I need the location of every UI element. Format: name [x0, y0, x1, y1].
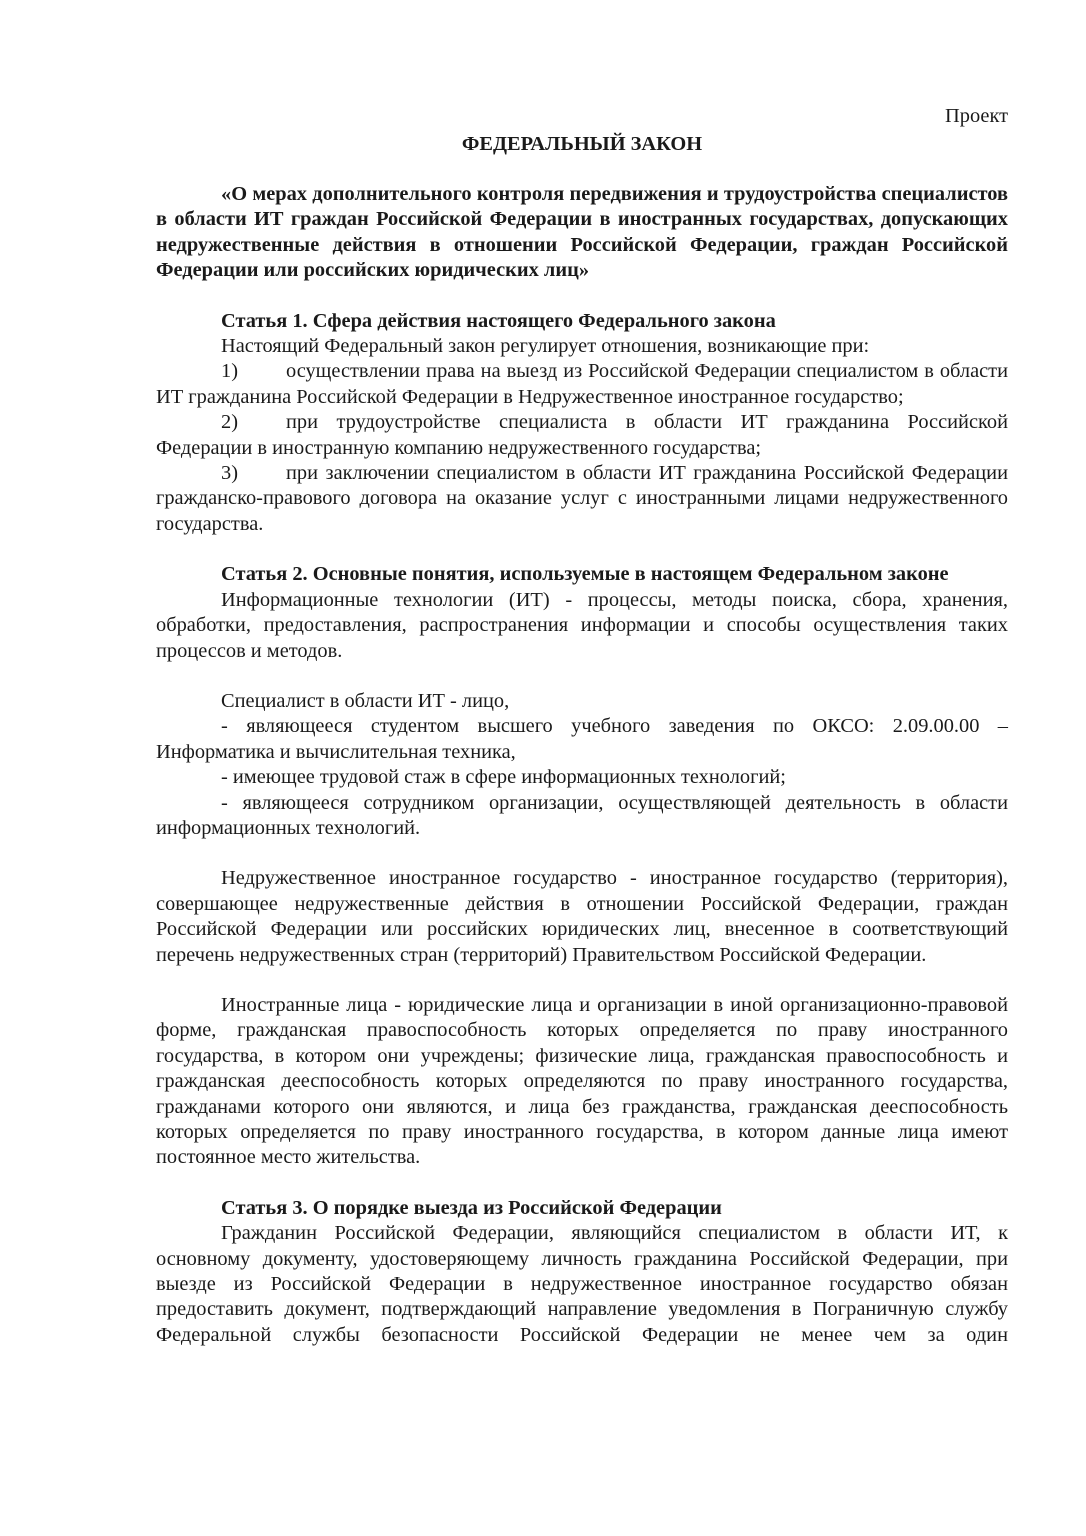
article-2-title: Статья 2. Основные понятия, используемые в настоящем Федеральном законе: [221, 563, 949, 586]
article-2: [156, 562, 1008, 1171]
law-title: «О мерах дополнительного контроля передвижения и трудоустройства специалистов в области ИТ граждан Российской Федерации в иностранных государствах, допускающих недружественные действия в отношении Российской Федерации, граждан Российской Федерации или российских юридических лиц»: [156, 183, 1008, 282]
document-body: [156, 104, 1008, 1348]
specialist-intro: Специалист в области ИТ - лицо,: [221, 689, 510, 712]
article-3: [156, 1196, 1008, 1348]
specialist-criterion: - являющееся студентом высшего учебного заведения по ОКСО: 2.09.00.00 – Информатика и вычислительная техника,: [156, 715, 1008, 763]
article-1-item: [156, 359, 1008, 410]
spacer: [156, 841, 1008, 866]
spacer: [156, 968, 1008, 993]
article-1-intro: Настоящий Федеральный закон регулирует отношения, возникающие при:: [221, 335, 870, 358]
article-1-item: [156, 410, 1008, 461]
definition-foreign-persons: Иностранные лица - юридические лица и организации в иной организационно-правовой форме, гражданская правоспособность которых определяется по праву иностранного государства, в котором они учреждены; физические лица, гражданская правоспособность и гражданская дееспособность которых определяются по праву иностранного государства, гражданами которого они являются, и лица без гражданства, гражданская дееспособность которых определяется по праву иностранного государства, в котором данные лица имеют постоянное место жительства.: [156, 993, 1008, 1169]
definition-unfriendly-state: Недружественное иностранное государство - иностранное государство (территория), совершающее недружественные действия в отношении Российской Федерации, граждан Российской Федерации или российских юридических лиц, внесенное в соответствующий перечень недружественных стран (территорий) Правительством Российской Федерации.: [156, 867, 1008, 966]
list-item-text: при трудоустройстве специалиста в области ИТ гражданина Российской Федерации в иностранную компанию недружественного государства;: [156, 411, 1008, 459]
specialist-criterion: - имеющее трудовой стаж в сфере информационных технологий;: [221, 766, 786, 789]
list-item-number: 2): [221, 411, 238, 434]
project-label: Проект: [945, 105, 1008, 127]
law-heading: ФЕДЕРАЛЬНЫЙ ЗАКОН: [461, 133, 703, 155]
spacer: [156, 537, 1008, 562]
spacer: [156, 664, 1008, 689]
specialist-criterion: - являющееся сотрудником организации, осуществляющей деятельность в области информационных технологий.: [156, 791, 1008, 839]
list-item-text: при заключении специалистом в области ИТ гражданина Российской Федерации гражданско-правового договора на оказание услуг с иностранными лицами недружественного государства.: [156, 462, 1008, 535]
article-3-text: Гражданин Российской Федерации, являющийся специалистом в области ИТ, к основному документу, удостоверяющему личность гражданина Российской Федерации, при выезде из Российской Федерации в недружественное иностранное государство обязан предоставить документ, подтверждающий направление уведомления в Пограничную службу Федеральной службы безопасности Российской Федерации не менее чем за один: [156, 1222, 1008, 1346]
article-1-title: Статья 1. Сфера действия настоящего Федерального закона: [221, 309, 776, 332]
article-1: [156, 309, 1008, 538]
definition-it: Информационные технологии (ИТ) - процессы, методы поиска, сбора, хранения, обработки, предоставления, распространения информации и способы осуществления таких процессов и методов.: [156, 588, 1008, 662]
list-item-number: 1): [221, 360, 238, 383]
article-3-title: Статья 3. О порядке выезда из Российской Федерации: [221, 1196, 722, 1219]
spacer: [156, 1171, 1008, 1196]
list-item-text: осуществлении права на выезд из Российской Федерации специалистом в области ИТ гражданина Российской Федерации в Недружественное иностранное государство;: [156, 360, 1008, 408]
list-item-number: 3): [221, 462, 238, 485]
article-1-item: [156, 461, 1008, 537]
